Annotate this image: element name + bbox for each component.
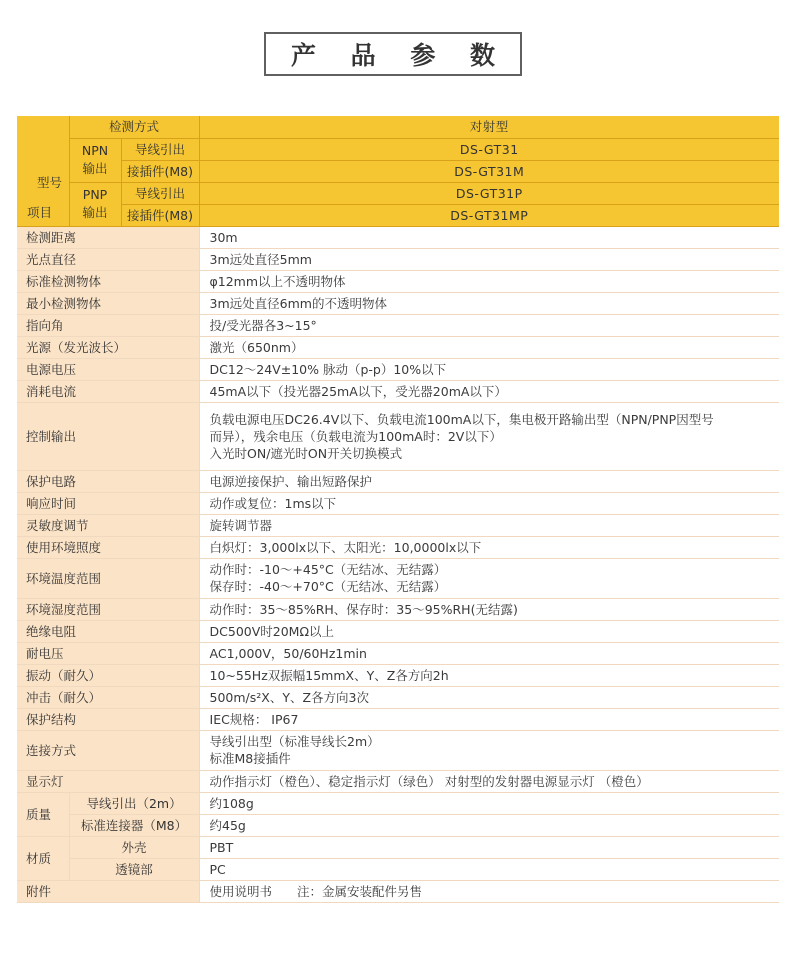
page-title: 产 品 参 数 xyxy=(290,41,509,70)
spec-label: 灵敏度调节 xyxy=(17,514,199,536)
spec-row xyxy=(17,664,779,686)
model-number: DS-GT31 xyxy=(199,138,779,160)
detect-method-value: 对射型 xyxy=(199,116,779,138)
header-row-model xyxy=(17,160,779,182)
spec-row xyxy=(17,514,779,536)
mass-sub-label: 导线引出（2m） xyxy=(69,792,199,814)
spec-value: 激光（650nm） xyxy=(199,336,779,358)
spec-value: DC500V时20MΩ以上 xyxy=(199,620,779,642)
spec-value-line: 导线引出型（标准导线长2m） xyxy=(209,734,380,749)
spec-label: 控制输出 xyxy=(17,402,199,470)
spec-row xyxy=(17,470,779,492)
spec-row xyxy=(17,380,779,402)
spec-label: 消耗电流 xyxy=(17,380,199,402)
spec-value: 白炽灯：3,000lx以下、太阳光：10,0000lx以下 xyxy=(199,536,779,558)
pnp-output-label: PNP 输出 xyxy=(69,182,121,226)
spec-label: 保护结构 xyxy=(17,708,199,730)
spec-value: 3m远处直径6mm的不透明物体 xyxy=(199,292,779,314)
spec-value: φ12mm以上不透明物体 xyxy=(199,270,779,292)
spec-value xyxy=(199,558,779,598)
material-sub-label: 透镜部 xyxy=(69,858,199,880)
spec-label: 最小检测物体 xyxy=(17,292,199,314)
model-number: DS-GT31P xyxy=(199,182,779,204)
spec-label: 保护电路 xyxy=(17,470,199,492)
material-label: 材质 xyxy=(17,836,69,880)
spec-value-line: 动作时：-10～+45°C（无结冰、无结露） xyxy=(209,562,447,577)
detect-method-label: 检测方式 xyxy=(69,116,199,138)
header-row-model xyxy=(17,182,779,204)
lead-wire-label: 导线引出 xyxy=(121,182,199,204)
model-number: DS-GT31MP xyxy=(199,204,779,226)
spec-table xyxy=(17,116,779,903)
npn-output-label: NPN 输出 xyxy=(69,138,121,182)
spec-row xyxy=(17,402,779,470)
lead-wire-label: 导线引出 xyxy=(121,138,199,160)
spec-value: 动作或复位：1ms以下 xyxy=(199,492,779,514)
mass-row xyxy=(17,814,779,836)
accessory-row xyxy=(17,880,779,902)
spec-value-line: 标准M8接插件 xyxy=(209,751,291,766)
spec-value xyxy=(199,402,779,470)
spec-label: 标准检测物体 xyxy=(17,270,199,292)
spec-value: AC1,000V，50/60Hz1min xyxy=(199,642,779,664)
spec-label: 显示灯 xyxy=(17,770,199,792)
spec-value: 电源逆接保护、输出短路保护 xyxy=(199,470,779,492)
material-row xyxy=(17,836,779,858)
spec-value xyxy=(199,730,779,770)
spec-row xyxy=(17,686,779,708)
spec-row xyxy=(17,248,779,270)
spec-row xyxy=(17,314,779,336)
spec-label: 连接方式 xyxy=(17,730,199,770)
spec-row xyxy=(17,558,779,598)
header-row-model xyxy=(17,138,779,160)
model-number: DS-GT31M xyxy=(199,160,779,182)
spec-label: 光点直径 xyxy=(17,248,199,270)
spec-row xyxy=(17,536,779,558)
spec-row xyxy=(17,708,779,730)
mass-label: 质量 xyxy=(17,792,69,836)
spec-row xyxy=(17,292,779,314)
header-corner xyxy=(17,116,69,226)
spec-value: 3m远处直径5mm xyxy=(199,248,779,270)
accessory-value: 使用说明书 注：金属安装配件另售 xyxy=(199,880,779,902)
connector-label: 接插件(M8) xyxy=(121,204,199,226)
spec-value-line: 负载电源电压DC26.4V以下、负载电流100mA以下，集电极开路输出型（NPN/PNP因型号 xyxy=(209,411,714,427)
spec-value: 投/受光器各3~15° xyxy=(199,314,779,336)
spec-label: 使用环境照度 xyxy=(17,536,199,558)
mass-sub-value: 约108g xyxy=(199,792,779,814)
spec-label: 光源（发光波长） xyxy=(17,336,199,358)
spec-label: 电源电压 xyxy=(17,358,199,380)
mass-sub-value: 约45g xyxy=(199,814,779,836)
mass-sub-label: 标准连接器（M8） xyxy=(69,814,199,836)
corner-item-label: 项目 xyxy=(27,205,53,220)
corner-model-label: 型号 xyxy=(37,175,63,190)
spec-row xyxy=(17,642,779,664)
spec-row xyxy=(17,620,779,642)
spec-label: 环境温度范围 xyxy=(17,558,199,598)
spec-row xyxy=(17,598,779,620)
spec-label: 冲击（耐久） xyxy=(17,686,199,708)
spec-label: 响应时间 xyxy=(17,492,199,514)
spec-value-line: 保存时：-40～+70°C（无结冰、无结露） xyxy=(209,579,447,594)
spec-row xyxy=(17,492,779,514)
material-sub-value: PC xyxy=(199,858,779,880)
spec-value: 30m xyxy=(199,226,779,248)
spec-value: 旋转调节器 xyxy=(199,514,779,536)
spec-value: IEC规格： IP67 xyxy=(199,708,779,730)
spec-value: 500m/s²X、Y、Z各方向3次 xyxy=(199,686,779,708)
spec-label: 检测距离 xyxy=(17,226,199,248)
spec-row xyxy=(17,336,779,358)
header-row-model xyxy=(17,204,779,226)
material-sub-value: PBT xyxy=(199,836,779,858)
spec-value-line: 入光时ON/遮光时ON开关切换模式 xyxy=(209,445,403,461)
spec-row xyxy=(17,770,779,792)
spec-row xyxy=(17,730,779,770)
spec-label: 环境湿度范围 xyxy=(17,598,199,620)
spec-label: 耐电压 xyxy=(17,642,199,664)
spec-value: DC12～24V±10% 脉动（p-p）10%以下 xyxy=(199,358,779,380)
material-sub-label: 外壳 xyxy=(69,836,199,858)
spec-row xyxy=(17,358,779,380)
header-row-method xyxy=(17,116,779,138)
spec-value: 10~55Hz双振幅15mmX、Y、Z各方向2h xyxy=(199,664,779,686)
spec-value: 45mA以下（投光器25mA以下，受光器20mA以下） xyxy=(199,380,779,402)
accessory-label: 附件 xyxy=(17,880,199,902)
mass-row xyxy=(17,792,779,814)
connector-label: 接插件(M8) xyxy=(121,160,199,182)
spec-row xyxy=(17,226,779,248)
spec-value-line: 而异），残余电压（负载电流为100mA时：2V以下） xyxy=(209,428,502,444)
material-row xyxy=(17,858,779,880)
spec-label: 振动（耐久） xyxy=(17,664,199,686)
spec-label: 绝缘电阻 xyxy=(17,620,199,642)
page-title-box xyxy=(264,32,522,76)
spec-row xyxy=(17,270,779,292)
spec-value: 动作时：35～85%RH、保存时：35～95%RH(无结露) xyxy=(199,598,779,620)
spec-value: 动作指示灯（橙色）、稳定指示灯（绿色） 对射型的发射器电源显示灯 （橙色） xyxy=(199,770,779,792)
spec-label: 指向角 xyxy=(17,314,199,336)
